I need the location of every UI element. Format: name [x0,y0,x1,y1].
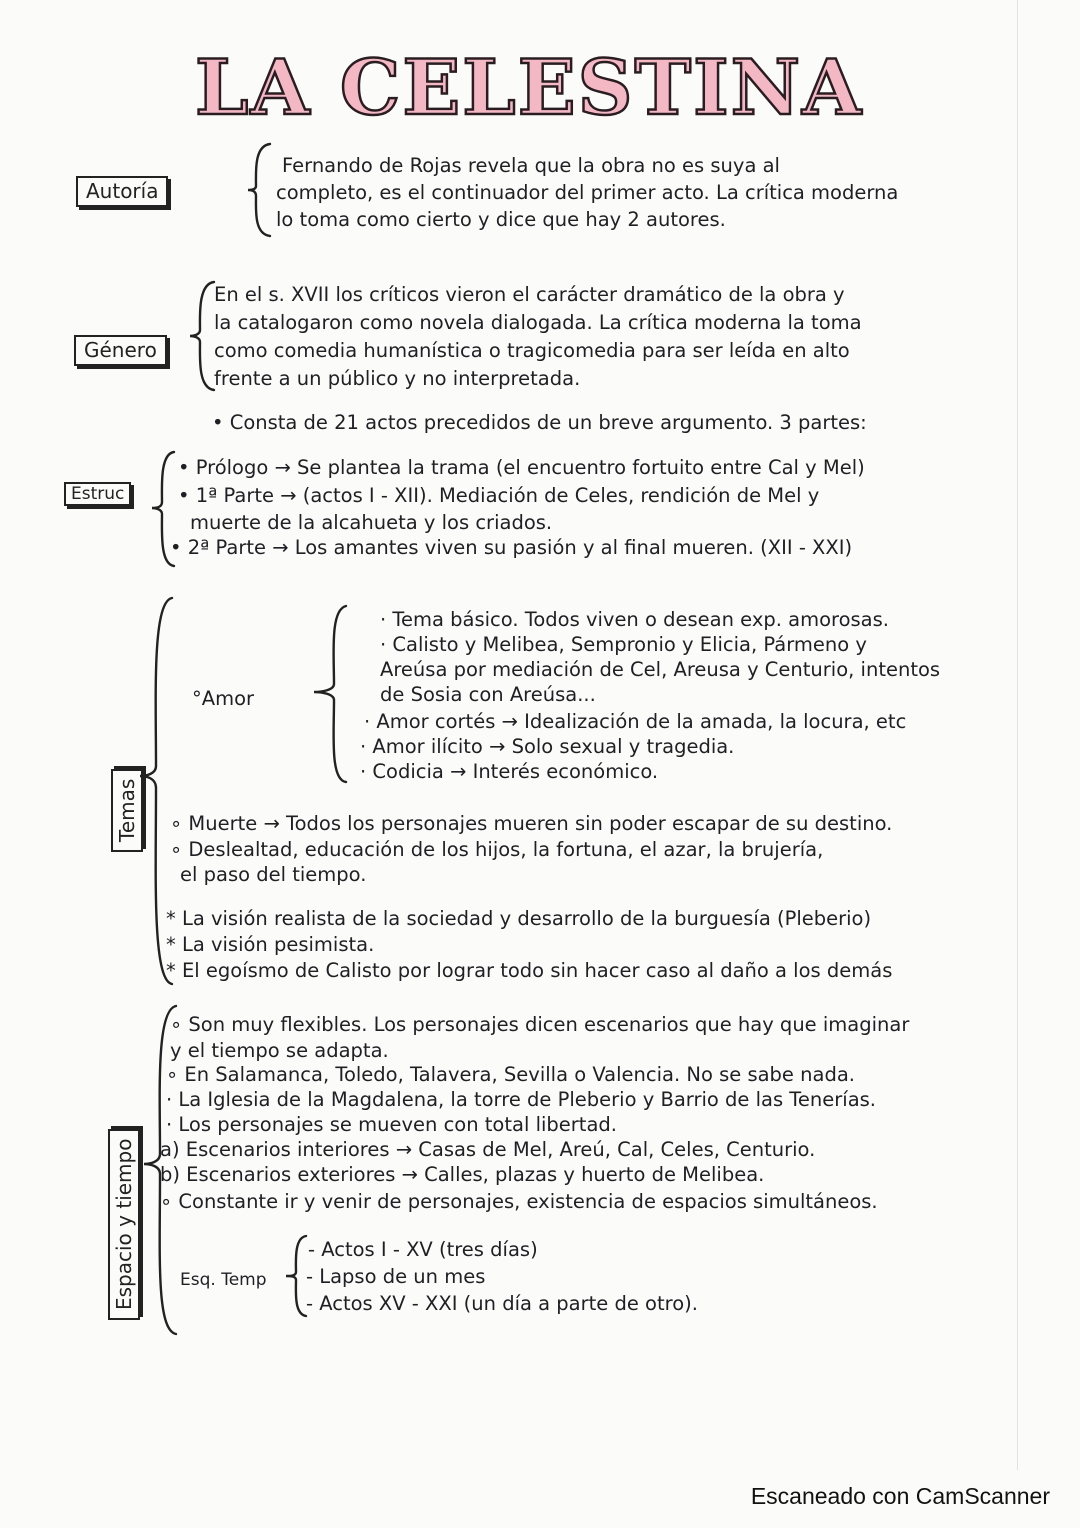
temas-star-2: * La visión pesimista. [166,933,375,956]
genero-line-1: En el s. XVII los críticos vieron el carácter dramático de la obra y [214,283,845,306]
temas-label: Temas [111,769,143,852]
estructura-intro: • Consta de 21 actos precedidos de un breve argumento. 3 partes: [212,411,867,434]
temas-line-2: ∘ Deslealtad, educación de los hijos, la fortuna, el azar, la brujería, [170,838,824,861]
genero-line-2: la catalogaron como novela dialogada. La crítica moderna la toma [214,311,862,334]
esq-temp-line-3: - Actos XV - XXI (un día a parte de otro). [306,1292,698,1315]
esq-temp-line-2: - Lapso de un mes [306,1265,486,1288]
amor-line-7: · Codicia → Interés económico. [360,760,659,783]
genero-line-4: frente a un público y no interpretada. [214,367,581,390]
genero-label: Género [74,335,167,366]
espacio-line-4: · La Iglesia de la Magdalena, la torre de Pleberio y Barrio de las Tenerías. [166,1088,876,1111]
espacio-line-2: y el tiempo se adapta. [170,1039,389,1062]
amor-brace [312,604,352,784]
amor-line-6: · Amor ilícito → Solo sexual y tragedia. [360,735,735,758]
estructura-line-1: • Prólogo → Se plantea la trama (el encuentro fortuito entre Cal y Mel) [178,456,865,479]
espacio-line-1: ∘ Son muy flexibles. Los personajes dicen escenarios que hay que imaginar [170,1013,910,1036]
camscanner-watermark: Escaneado con CamScanner [750,1483,1050,1509]
esq-temp-label: Esq. Temp [180,1270,267,1290]
page-title: LA CELESTINA [195,43,864,132]
temas-star-1: * La visión realista de la sociedad y desarrollo de la burguesía (Pleberio) [166,907,872,930]
esq-temp-line-1: - Actos I - XV (tres días) [308,1238,538,1261]
estructura-line-3: muerte de la alcahueta y los criados. [190,511,553,534]
autoria-line-2: completo, es el continuador del primer acto. La crítica moderna [276,181,899,204]
espacio-line-5: · Los personajes se mueven con total libertad. [166,1113,617,1136]
autoria-label: Autoría [76,176,168,207]
amor-label: °Amor [192,687,255,710]
autoria-line-3: lo toma como cierto y dice que hay 2 autores. [276,208,726,231]
temas-line-1: ∘ Muerte → Todos los personajes mueren sin poder escapar de su destino. [170,812,893,835]
temas-line-3: el paso del tiempo. [180,863,367,886]
amor-line-1: · Tema básico. Todos viven o desean exp. amorosas. [380,608,889,631]
amor-line-2: · Calisto y Melibea, Sempronio y Elicia, Pármeno y [380,633,867,656]
amor-line-3: Areúsa por mediación de Cel, Areusa y Centurio, intentos [380,658,941,681]
estructura-label: Estruc [64,482,131,506]
estructura-line-2: • 1ª Parte → (actos I - XII). Mediación de Celes, rendición de Mel y [178,484,820,507]
estructura-line-4: • 2ª Parte → Los amantes viven su pasión y al final mueren. (XII - XXI) [170,536,853,559]
espacio-line-3: ∘ En Salamanca, Toledo, Talavera, Sevilla o Valencia. No se sabe nada. [166,1063,855,1086]
amor-line-4: de Sosia con Areúsa... [380,683,596,706]
autoria-line-1: Fernando de Rojas revela que la obra no es suya al [282,154,780,177]
espacio-line-8: ∘ Constante ir y venir de personajes, existencia de espacios simultáneos. [160,1190,878,1213]
genero-line-3: como comedia humanística o tragicomedia para ser leída en alto [214,339,850,362]
espacio-line-6: a) Escenarios interiores → Casas de Mel, Areú, Cal, Celes, Centurio. [160,1138,816,1161]
page-edge [1017,0,1018,1470]
temas-star-3: * El egoísmo de Calisto por lograr todo sin hacer caso al daño a los demás [166,959,893,982]
espacio-label: Espacio y tiempo [108,1129,140,1320]
espacio-line-7: b) Escenarios exteriores → Calles, plazas y huerto de Melibea. [160,1163,765,1186]
autoria-brace [246,142,276,238]
amor-line-5: · Amor cortés → Idealización de la amada, la locura, etc [364,710,907,733]
